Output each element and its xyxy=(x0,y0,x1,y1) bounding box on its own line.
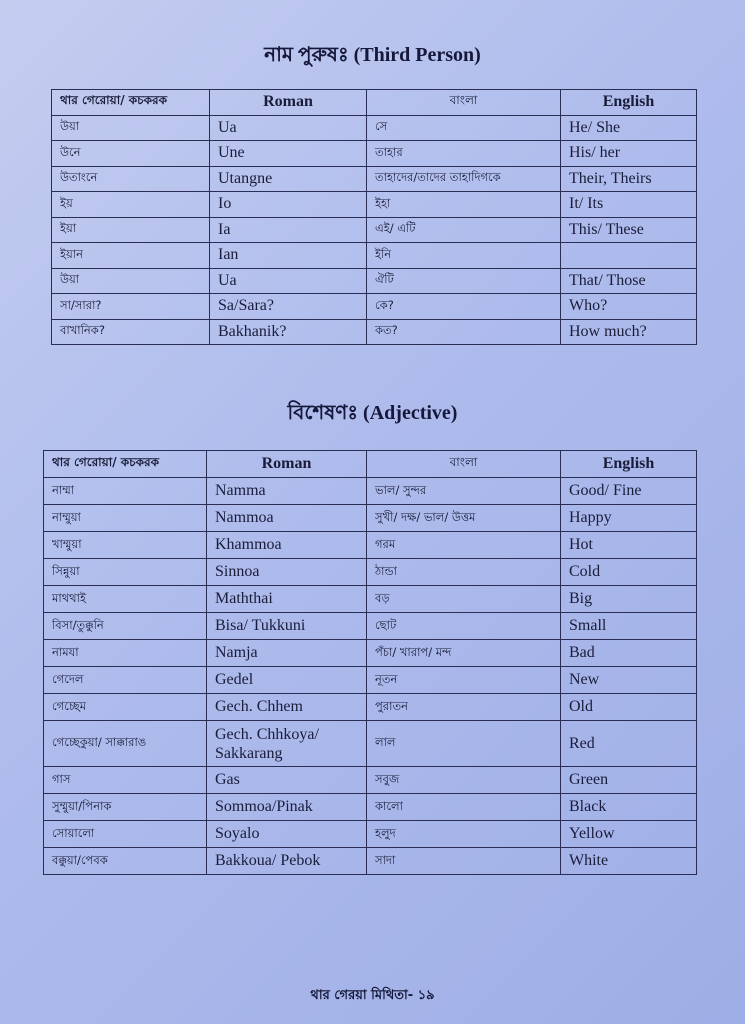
cell-bangla: ইনি xyxy=(367,243,561,269)
table-row xyxy=(52,294,697,320)
cell-bangla: কত? xyxy=(367,319,561,345)
cell-roman: Sa/Sara? xyxy=(210,294,367,320)
table-header-row xyxy=(44,451,697,478)
table-row xyxy=(52,217,697,243)
cell-roman: Ua xyxy=(210,115,367,141)
cell-english: Who? xyxy=(561,294,697,320)
cell-english: Black xyxy=(561,794,697,821)
cell-roman: Soyalo xyxy=(207,821,367,848)
third-person-title: নাম পুরুষঃ (Third Person) xyxy=(264,44,481,66)
cell-roman: Gech. Chhem xyxy=(207,694,367,721)
table-row xyxy=(44,532,697,559)
table-row xyxy=(52,115,697,141)
cell-roman: Sommoa/Pinak xyxy=(207,794,367,821)
table-header-row xyxy=(52,90,697,116)
cell-english: Bad xyxy=(561,640,697,667)
cell-roman: Utangne xyxy=(210,166,367,192)
cell-kokborok: নামযা xyxy=(44,640,207,667)
cell-kokborok: বক্কুয়া/পেবক xyxy=(44,848,207,875)
table-row xyxy=(44,613,697,640)
cell-english: It/ Its xyxy=(561,192,697,218)
cell-roman: Bisa/ Tukkuni xyxy=(207,613,367,640)
cell-kokborok: গেচ্ছেকুয়া/ সাক্কারাঙ xyxy=(44,721,207,767)
header-kokborok: থার গেরোয়া/ কচকরক xyxy=(44,451,207,478)
cell-kokborok: বাখানিক? xyxy=(52,319,210,345)
cell-roman: Gech. Chhkoya/ Sakkarang xyxy=(207,721,367,767)
table-row xyxy=(52,141,697,167)
cell-english: Good/ Fine xyxy=(561,478,697,505)
cell-english: Old xyxy=(561,694,697,721)
cell-kokborok: নাম্মা xyxy=(44,478,207,505)
cell-roman: Khammoa xyxy=(207,532,367,559)
cell-english: Their, Theirs xyxy=(561,166,697,192)
cell-kokborok: উয়া xyxy=(52,268,210,294)
table-row xyxy=(44,821,697,848)
page-footer: থার গেরয়া মিথিতা- ১৯ xyxy=(310,988,435,1003)
cell-english: How much? xyxy=(561,319,697,345)
cell-bangla: এই/ এটি xyxy=(367,217,561,243)
cell-roman: Bakkoua/ Pebok xyxy=(207,848,367,875)
table-row xyxy=(44,694,697,721)
table-row xyxy=(52,243,697,269)
cell-bangla: তাহার xyxy=(367,141,561,167)
cell-roman: Une xyxy=(210,141,367,167)
cell-kokborok: উতাংনে xyxy=(52,166,210,192)
header-roman: Roman xyxy=(210,90,367,116)
cell-kokborok: সোয়ালো xyxy=(44,821,207,848)
table-row xyxy=(52,319,697,345)
cell-roman: Sinnoa xyxy=(207,559,367,586)
cell-english: Cold xyxy=(561,559,697,586)
table-row xyxy=(44,848,697,875)
cell-bangla: পঁচা/ খারাপ/ মন্দ xyxy=(367,640,561,667)
cell-english xyxy=(561,243,697,269)
cell-english: Yellow xyxy=(561,821,697,848)
cell-bangla: সুখী/ দক্ষ/ ভাল/ উত্তম xyxy=(367,505,561,532)
cell-kokborok: ইয়ান xyxy=(52,243,210,269)
header-kokborok: থার গেরোয়া/ কচকরক xyxy=(52,90,210,116)
table-row xyxy=(44,559,697,586)
cell-english: Small xyxy=(561,613,697,640)
third-person-table xyxy=(51,89,697,345)
cell-english: Happy xyxy=(561,505,697,532)
cell-roman: Ian xyxy=(210,243,367,269)
cell-english: White xyxy=(561,848,697,875)
table-row xyxy=(52,192,697,218)
cell-kokborok: উনে xyxy=(52,141,210,167)
adjective-table xyxy=(43,450,697,875)
cell-bangla: গরম xyxy=(367,532,561,559)
table-row xyxy=(44,505,697,532)
header-roman: Roman xyxy=(207,451,367,478)
cell-bangla: ঐটি xyxy=(367,268,561,294)
cell-bangla: পুরাতন xyxy=(367,694,561,721)
cell-english: He/ She xyxy=(561,115,697,141)
cell-roman: Nammoa xyxy=(207,505,367,532)
cell-kokborok: মাথথাই xyxy=(44,586,207,613)
table-row xyxy=(52,268,697,294)
cell-english: New xyxy=(561,667,697,694)
cell-kokborok: খাম্মুয়া xyxy=(44,532,207,559)
cell-roman: Namma xyxy=(207,478,367,505)
cell-english: Big xyxy=(561,586,697,613)
cell-english: Green xyxy=(561,767,697,794)
cell-kokborok: গেদেল xyxy=(44,667,207,694)
cell-roman: Ua xyxy=(210,268,367,294)
cell-kokborok: গাস xyxy=(44,767,207,794)
cell-bangla: হলুদ xyxy=(367,821,561,848)
cell-roman: Ia xyxy=(210,217,367,243)
cell-roman: Bakhanik? xyxy=(210,319,367,345)
table-row xyxy=(52,166,697,192)
header-bangla: বাংলা xyxy=(367,451,561,478)
cell-bangla: তাহাদের/তাদের তাহাদিগকে xyxy=(367,166,561,192)
cell-english: His/ her xyxy=(561,141,697,167)
cell-kokborok: সা/সারা? xyxy=(52,294,210,320)
cell-roman: Maththai xyxy=(207,586,367,613)
cell-bangla: কালো xyxy=(367,794,561,821)
header-english: English xyxy=(561,90,697,116)
cell-bangla: লাল xyxy=(367,721,561,767)
cell-bangla: নূতন xyxy=(367,667,561,694)
cell-bangla: ভাল/ সুন্দর xyxy=(367,478,561,505)
table-row xyxy=(44,640,697,667)
table-row xyxy=(44,721,697,767)
cell-kokborok: সুম্মুয়া/পিনাক xyxy=(44,794,207,821)
cell-english: Red xyxy=(561,721,697,767)
cell-bangla: ঠান্ডা xyxy=(367,559,561,586)
table-row xyxy=(44,478,697,505)
cell-bangla: ছোট xyxy=(367,613,561,640)
table-row xyxy=(44,794,697,821)
cell-english: This/ These xyxy=(561,217,697,243)
cell-english: Hot xyxy=(561,532,697,559)
cell-kokborok: ইয় xyxy=(52,192,210,218)
cell-roman: Gas xyxy=(207,767,367,794)
adjective-title: বিশেষণঃ (Adjective) xyxy=(287,402,458,424)
cell-kokborok: বিসা/তুক্কুনি xyxy=(44,613,207,640)
cell-roman: Gedel xyxy=(207,667,367,694)
cell-bangla: কে? xyxy=(367,294,561,320)
cell-bangla: ইহা xyxy=(367,192,561,218)
table-row xyxy=(44,767,697,794)
cell-bangla: সাদা xyxy=(367,848,561,875)
cell-bangla: সবুজ xyxy=(367,767,561,794)
cell-roman: Namja xyxy=(207,640,367,667)
cell-bangla: বড় xyxy=(367,586,561,613)
cell-kokborok: ইয়া xyxy=(52,217,210,243)
cell-kokborok: নাম্মুয়া xyxy=(44,505,207,532)
cell-kokborok: সিন্নুয়া xyxy=(44,559,207,586)
cell-english: That/ Those xyxy=(561,268,697,294)
table-row xyxy=(44,667,697,694)
cell-roman: Io xyxy=(210,192,367,218)
cell-bangla: সে xyxy=(367,115,561,141)
cell-kokborok: উয়া xyxy=(52,115,210,141)
header-english: English xyxy=(561,451,697,478)
table-row xyxy=(44,586,697,613)
cell-kokborok: গেচ্ছেম xyxy=(44,694,207,721)
header-bangla: বাংলা xyxy=(367,90,561,116)
